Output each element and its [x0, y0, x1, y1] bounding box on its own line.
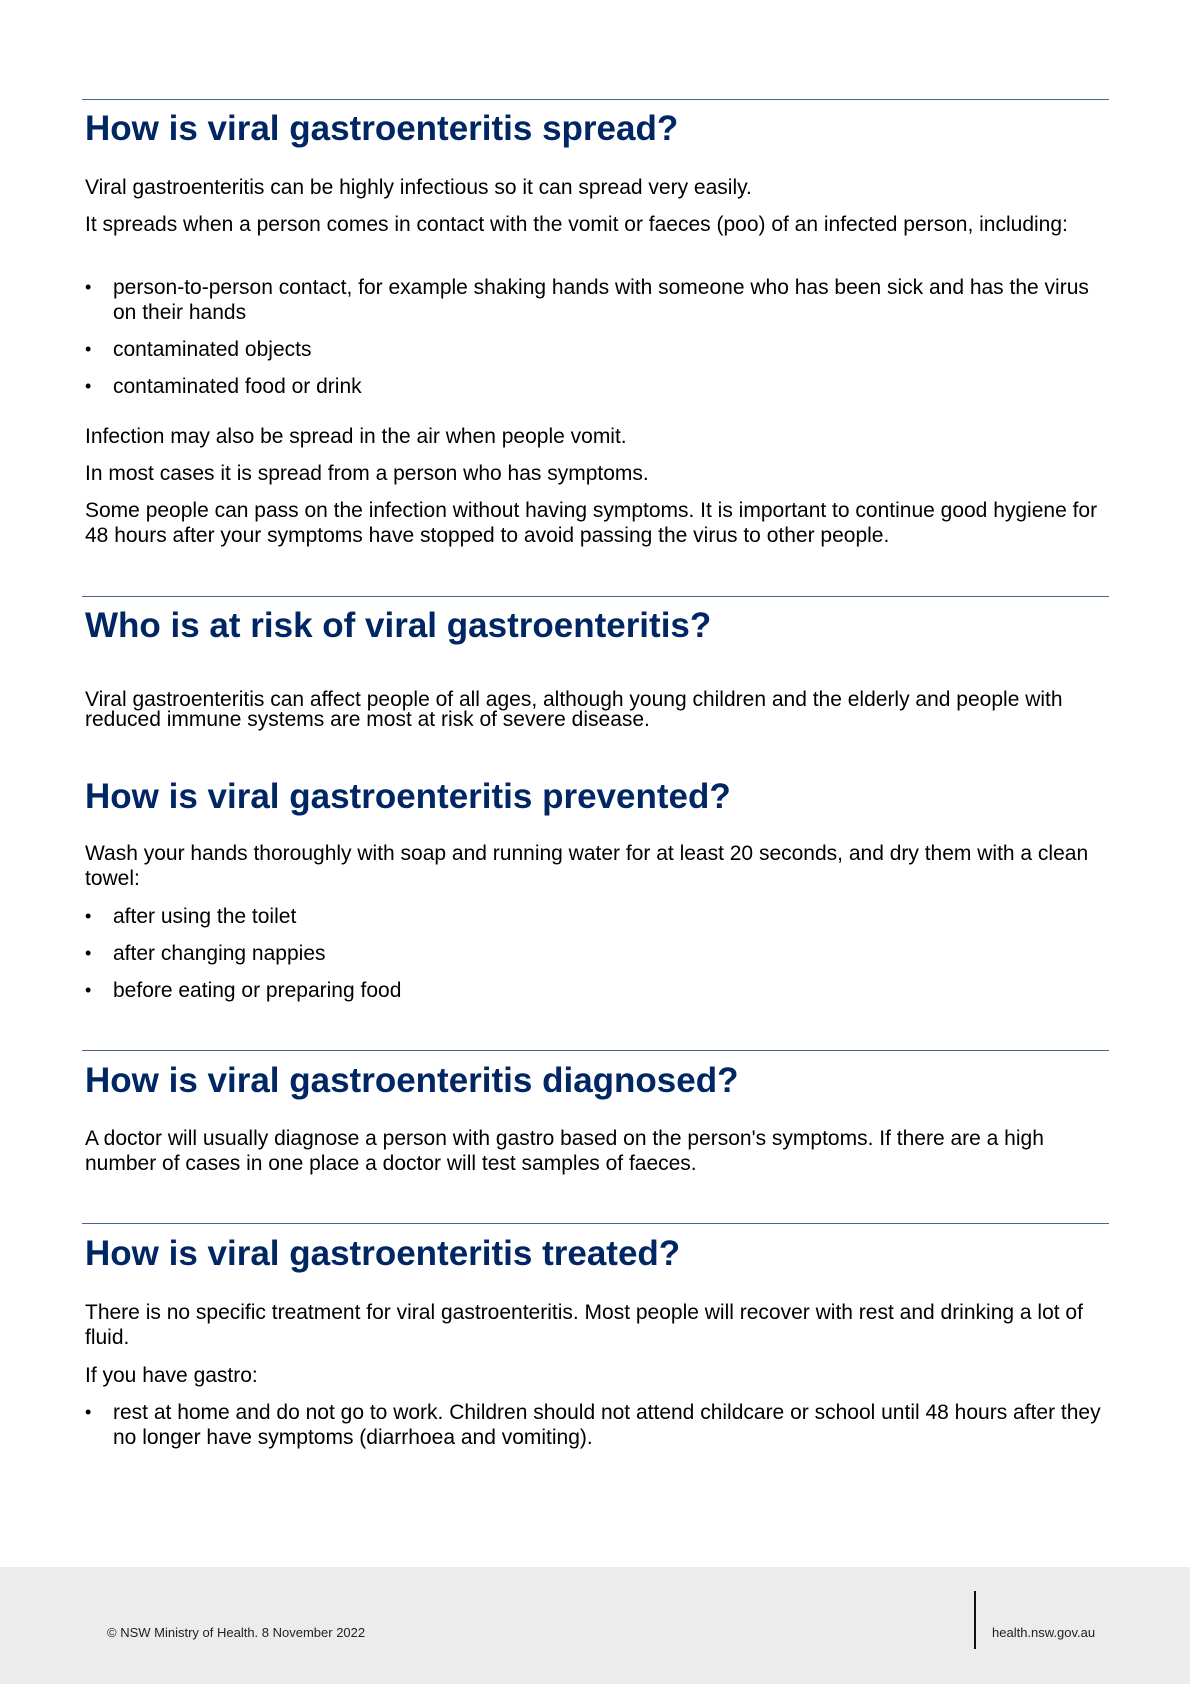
heading-risk: Who is at risk of viral gastroenteritis? [85, 606, 712, 645]
section-divider-diagnosed [82, 1050, 1109, 1051]
list-item: • person-to-person contact, for example shaking hands with someone who has been sick and has the virus on their hands [85, 275, 1110, 325]
spread-paragraph-3: Infection may also be spread in the air when people vomit. [85, 425, 627, 448]
list-item: • contaminated objects [85, 337, 1110, 362]
list-item: • contaminated food or drink [85, 374, 1110, 399]
list-item: • rest at home and do not go to work. Children should not attend childcare or school until 48 hours after they no longer have symptoms (diarrhoea and vomiting). [85, 1400, 1110, 1450]
list-item: • after using the toilet [85, 904, 1110, 929]
heading-diagnosed: How is viral gastroenteritis diagnosed? [85, 1061, 739, 1100]
footer-website-link[interactable]: health.nsw.gov.au [992, 1625, 1096, 1640]
diagnosed-paragraph-1: A doctor will usually diagnose a person with gastro based on the person's symptoms. If there are a high number of cases in one place a doctor will test samples of faeces. [85, 1127, 1044, 1175]
heading-prevented: How is viral gastroenteritis prevented? [85, 777, 731, 816]
spread-bullet-list [85, 275, 1110, 411]
spread-paragraph-2: It spreads when a person comes in contact with the vomit or faeces (poo) of an infected person, including: [85, 213, 1068, 236]
list-item: • before eating or preparing food [85, 978, 1110, 1003]
section-divider-treated [82, 1223, 1109, 1224]
footer-copyright: © NSW Ministry of Health. 8 November 2022 [107, 1625, 366, 1640]
spread-paragraph-4: In most cases it is spread from a person who has symptoms. [85, 462, 649, 485]
list-item: • after changing nappies [85, 941, 1110, 966]
heading-treated: How is viral gastroenteritis treated? [85, 1234, 681, 1273]
heading-spread: How is viral gastroenteritis spread? [85, 109, 679, 148]
footer-divider [974, 1591, 976, 1649]
prevented-bullet-list [85, 904, 1110, 1015]
spread-paragraph-5: Some people can pass on the infection without having symptoms. It is important to continue good hygiene for 48 hours after your symptoms have stopped to avoid passing the virus to other people. [85, 499, 1098, 547]
treated-paragraph-2: If you have gastro: [85, 1364, 258, 1387]
prevented-paragraph-1: Wash your hands thoroughly with soap and running water for at least 20 seconds, and dry them with a clean towel: [85, 842, 1089, 890]
risk-paragraph-1: Viral gastroenteritis can affect people of all ages, although young children and the elderly and people with reduced immune systems are most at risk of severe disease. [85, 688, 1063, 731]
page-footer [0, 1567, 1190, 1684]
section-divider-spread [82, 99, 1109, 100]
section-divider-risk [82, 596, 1109, 597]
treated-bullet-list [85, 1400, 1110, 1462]
spread-paragraph-1: Viral gastroenteritis can be highly infectious so it can spread very easily. [85, 176, 752, 199]
treated-paragraph-1: There is no specific treatment for viral gastroenteritis. Most people will recover with rest and drinking a lot of fluid. [85, 1301, 1083, 1349]
